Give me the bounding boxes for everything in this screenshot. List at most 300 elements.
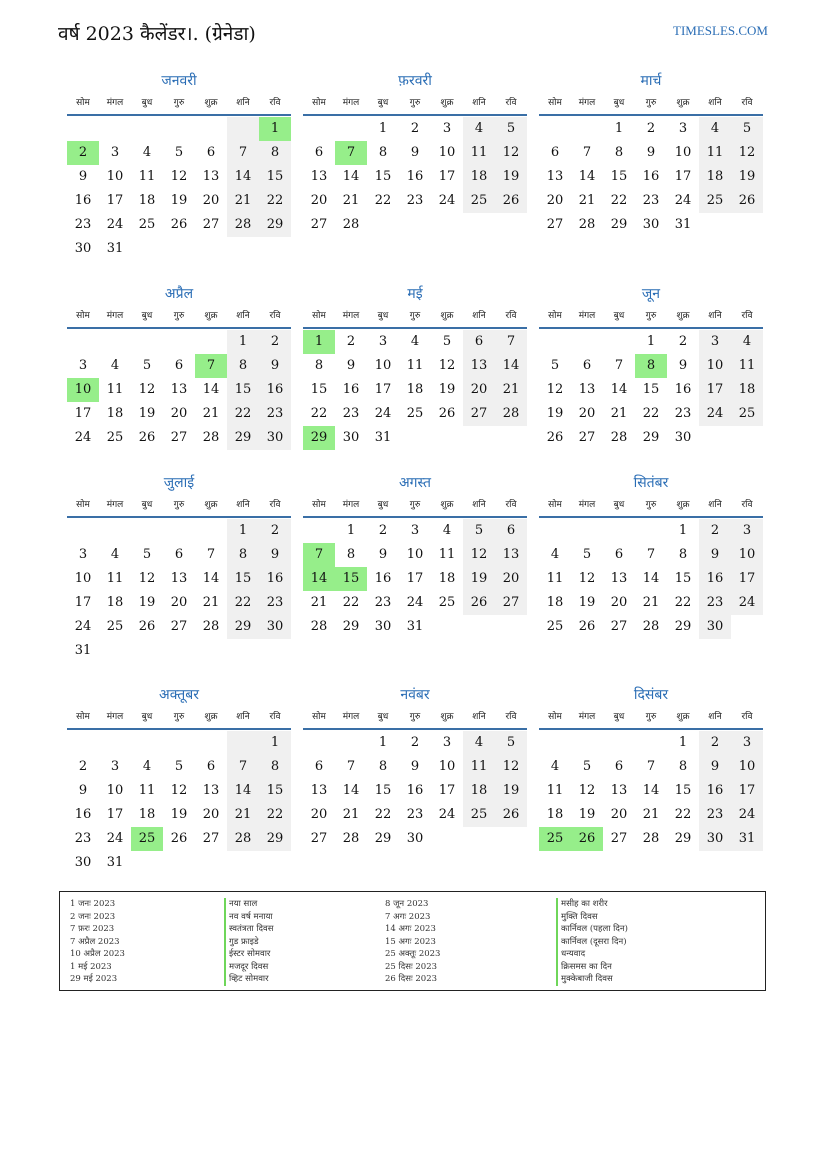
day-cell: 31 [106,855,124,870]
day-cell: 11 [731,354,763,378]
day-cell: 25 [106,619,124,634]
day-cell: 25 [438,595,456,610]
empty-day-cell [163,851,195,875]
day-cell: 6 [495,519,527,543]
weekday-label: सोम [548,712,562,722]
day-cell: 30 [74,241,92,256]
month-block [539,70,763,237]
day-cell: 8 [227,354,259,378]
day-cell: 31 [731,827,763,851]
week-row [303,827,527,851]
day-cell: 29 [227,426,259,450]
empty-day-cell [367,213,399,237]
weekday-label: गुरु [173,500,185,510]
weekday-label: मंगल [106,500,124,510]
empty-day-cell [463,426,495,450]
day-cell: 30 [259,426,291,450]
empty-day-cell [731,615,763,639]
empty-day-cell [303,117,335,141]
weekday-header [539,706,763,730]
holiday-day-cell: 7 [303,543,335,567]
day-cell: 6 [614,547,624,562]
day-cell: 10 [731,543,763,567]
day-cell: 8 [614,145,624,160]
empty-day-cell [195,330,227,354]
day-cell: 20 [610,595,628,610]
day-cell: 30 [259,615,291,639]
day-cell: 27 [170,430,188,445]
week-row [67,615,291,639]
weekday-label: रवि [741,311,753,321]
day-cell: 2 [678,334,688,349]
weekday-label: रवि [269,500,281,510]
day-cell: 8 [378,759,388,774]
weekday-label: बुध [377,311,389,321]
day-cell: 11 [138,169,156,184]
weekday-label: बुध [377,500,389,510]
weekday-label: शुक्र [440,500,454,510]
day-cell: 16 [259,567,291,591]
day-cell: 15 [227,378,259,402]
legend-date: 25 अक्तूः 2023 [385,949,441,959]
weekday-label: शनि [236,98,250,108]
day-cell: 12 [138,382,156,397]
empty-day-cell [699,426,731,450]
week-row [67,237,291,261]
empty-day-cell [131,330,163,354]
weekday-label: गुरु [409,311,421,321]
day-cell: 6 [206,145,216,160]
weekday-label: शनि [236,500,250,510]
day-cell: 25 [138,217,156,232]
weekday-label: शुक्र [440,98,454,108]
holiday-legend [59,891,766,991]
weekday-label: सोम [76,311,90,321]
empty-day-cell [463,213,495,237]
week-row [303,330,527,354]
day-cell: 19 [578,595,596,610]
day-cell: 9 [378,547,388,562]
legend-holiday-name: गुड फ्राइडे [224,936,274,949]
day-cell: 20 [202,193,220,208]
day-cell: 4 [142,759,152,774]
day-cell: 18 [731,378,763,402]
empty-day-cell [495,426,527,450]
month-block [303,283,527,450]
day-cell: 12 [578,571,596,586]
day-cell: 8 [227,543,259,567]
day-cell: 15 [374,169,392,184]
legend-holiday-name: नव वर्ष मनाया [224,911,274,924]
weekday-label: सोम [548,98,562,108]
week-row [303,426,527,450]
month-block [67,472,291,663]
day-cell: 22 [259,189,291,213]
day-cell: 3 [731,519,763,543]
day-cell: 21 [310,595,328,610]
day-cell: 21 [227,803,259,827]
weekday-label: रवि [505,311,517,321]
day-cell: 15 [642,382,660,397]
day-cell: 23 [674,406,692,421]
day-cell: 12 [463,543,495,567]
weekday-label: बुध [613,311,625,321]
legend-names-column-1 [224,898,274,986]
weekday-label: गुरु [409,712,421,722]
day-cell: 16 [674,382,692,397]
legend-date: 2 जनः 2023 [70,911,116,922]
week-row [67,165,291,189]
day-cell: 3 [678,121,688,136]
day-cell: 27 [578,430,596,445]
day-cell: 15 [674,783,692,798]
weekday-label: शनि [708,712,722,722]
weekday-label: सोम [312,500,326,510]
weekday-header [539,494,763,518]
legend-dates-column-1 [70,898,125,986]
day-cell: 13 [495,543,527,567]
empty-day-cell [539,731,571,755]
weekday-label: मंगल [578,712,596,722]
month-name: जून [641,286,661,302]
day-cell: 18 [546,595,564,610]
empty-day-cell [195,237,227,261]
day-cell: 21 [578,193,596,208]
weekday-label: गुरु [173,311,185,321]
week-row [303,731,527,755]
day-cell: 1 [378,735,388,750]
week-row [539,803,763,827]
holiday-day-cell: 1 [303,330,335,354]
day-cell: 19 [495,779,527,803]
day-cell: 28 [202,430,220,445]
day-cell: 20 [170,595,188,610]
day-cell: 25 [699,189,731,213]
month-name: मार्च [640,73,662,89]
day-cell: 29 [642,430,660,445]
day-cell: 11 [463,141,495,165]
day-cell: 27 [170,619,188,634]
day-cell: 5 [442,334,452,349]
month-block [303,472,527,639]
weekday-label: शनि [472,311,486,321]
weekday-label: मंगल [342,311,360,321]
week-row [67,519,291,543]
holiday-day-cell: 10 [67,378,99,402]
legend-holiday-name: मसीह का शरीर [556,898,628,911]
site-link[interactable]: TIMESLES.COM [673,23,768,38]
empty-day-cell [195,851,227,875]
day-cell: 10 [74,571,92,586]
day-cell: 13 [170,571,188,586]
week-row [539,117,763,141]
empty-day-cell [259,639,291,663]
month-block [539,684,763,851]
day-cell: 28 [227,213,259,237]
holiday-day-cell: 15 [335,567,367,591]
weekday-label: सोम [312,712,326,722]
day-cell: 16 [374,571,392,586]
day-cell: 20 [463,378,495,402]
day-cell: 23 [74,217,92,232]
day-cell: 15 [674,571,692,586]
day-cell: 22 [674,807,692,822]
day-cell: 23 [699,803,731,827]
day-cell: 1 [259,731,291,755]
empty-day-cell [163,731,195,755]
month-block [539,472,763,639]
week-row [67,426,291,450]
week-row [303,213,527,237]
day-cell: 22 [227,402,259,426]
weekday-label: सोम [76,500,90,510]
week-row [539,615,763,639]
day-cell: 4 [699,117,731,141]
weekday-label: गुरु [173,712,185,722]
weekday-label: शुक्र [676,500,690,510]
day-cell: 12 [731,141,763,165]
week-row [303,402,527,426]
month-block [303,684,527,851]
day-cell: 22 [374,807,392,822]
day-cell: 8 [346,547,356,562]
day-cell: 27 [610,831,628,846]
day-cell: 18 [106,595,124,610]
week-row [539,519,763,543]
day-cell: 5 [142,547,152,562]
empty-day-cell [431,426,463,450]
empty-day-cell [227,639,259,663]
day-cell: 17 [106,807,124,822]
day-cell: 17 [731,779,763,803]
day-cell: 7 [227,755,259,779]
day-cell: 14 [578,169,596,184]
day-cell: 6 [206,759,216,774]
day-cell: 2 [699,731,731,755]
day-cell: 10 [674,145,692,160]
weekday-label: मंगल [578,500,596,510]
day-cell: 14 [342,783,360,798]
day-cell: 8 [678,759,688,774]
day-cell: 9 [78,783,88,798]
day-cell: 27 [202,217,220,232]
empty-day-cell [99,519,131,543]
day-cell: 10 [106,169,124,184]
day-cell: 1 [227,330,259,354]
day-cell: 14 [227,779,259,803]
empty-day-cell [571,519,603,543]
day-cell: 29 [374,831,392,846]
legend-holiday-name: व्हिट सोमवार [224,973,274,986]
day-cell: 16 [74,807,92,822]
empty-day-cell [399,213,431,237]
empty-day-cell [539,117,571,141]
day-cell: 29 [259,213,291,237]
weekday-label: रवि [269,98,281,108]
day-cell: 13 [610,571,628,586]
day-cell: 11 [546,783,564,798]
day-cell: 19 [138,406,156,421]
empty-day-cell [571,731,603,755]
empty-day-cell [227,117,259,141]
day-cell: 14 [495,354,527,378]
week-row [539,591,763,615]
day-cell: 9 [410,145,420,160]
empty-day-cell [603,330,635,354]
day-cell: 7 [495,330,527,354]
week-row [67,779,291,803]
week-row [303,779,527,803]
week-row [539,779,763,803]
day-cell: 25 [406,406,424,421]
weekday-label: शनि [708,500,722,510]
day-cell: 12 [546,382,564,397]
weekday-label: गुरु [173,98,185,108]
day-cell: 21 [642,595,660,610]
day-cell: 21 [610,406,628,421]
day-cell: 24 [674,193,692,208]
day-cell: 15 [310,382,328,397]
empty-day-cell [195,519,227,543]
week-row [539,378,763,402]
empty-day-cell [227,851,259,875]
week-row [539,165,763,189]
weekday-label: बुध [613,500,625,510]
legend-holiday-name: मुक्ति दिवस [556,911,628,924]
day-cell: 27 [202,831,220,846]
week-row [67,354,291,378]
weekday-label: बुध [141,500,153,510]
month-name: नवंबर [400,687,430,703]
empty-day-cell [303,519,335,543]
day-cell: 14 [227,165,259,189]
day-cell: 3 [378,334,388,349]
week-row [67,827,291,851]
day-cell: 21 [342,193,360,208]
day-cell: 31 [674,217,692,232]
week-row [67,402,291,426]
day-cell: 21 [495,378,527,402]
day-cell: 31 [106,241,124,256]
day-cell: 30 [406,831,424,846]
weekday-header [67,706,291,730]
day-cell: 4 [731,330,763,354]
day-cell: 15 [374,783,392,798]
empty-day-cell [335,731,367,755]
empty-day-cell [495,827,527,851]
month-block [67,70,291,261]
weekday-label: शुक्र [204,311,218,321]
day-cell: 22 [259,803,291,827]
day-cell: 1 [678,735,688,750]
day-cell: 5 [463,519,495,543]
empty-day-cell [131,731,163,755]
day-cell: 10 [438,759,456,774]
day-cell: 16 [259,378,291,402]
month-name: दिसंबर [633,687,669,703]
day-cell: 5 [731,117,763,141]
week-row [539,426,763,450]
day-cell: 11 [406,358,424,373]
day-cell: 20 [495,567,527,591]
week-row [539,543,763,567]
day-cell: 12 [578,783,596,798]
day-cell: 7 [346,759,356,774]
weekday-label: शनि [472,712,486,722]
empty-day-cell [67,519,99,543]
weekday-label: शनि [708,98,722,108]
day-cell: 29 [342,619,360,634]
week-row [539,354,763,378]
day-cell: 22 [374,193,392,208]
day-cell: 23 [642,193,660,208]
day-cell: 30 [699,827,731,851]
week-row [303,519,527,543]
empty-day-cell [539,330,571,354]
day-cell: 21 [342,807,360,822]
day-cell: 13 [578,382,596,397]
day-cell: 26 [546,430,564,445]
day-cell: 26 [438,406,456,421]
weekday-header [539,305,763,329]
empty-day-cell [635,731,667,755]
day-cell: 15 [259,165,291,189]
day-cell: 16 [699,779,731,803]
holiday-day-cell: 2 [67,141,99,165]
day-cell: 4 [142,145,152,160]
day-cell: 8 [678,547,688,562]
day-cell: 4 [463,731,495,755]
day-cell: 11 [106,382,124,397]
empty-day-cell [731,426,763,450]
empty-day-cell [571,330,603,354]
day-cell: 18 [138,807,156,822]
empty-day-cell [195,117,227,141]
weekday-label: रवि [269,311,281,321]
weekday-label: गुरु [645,500,657,510]
week-row [539,567,763,591]
day-cell: 16 [406,783,424,798]
day-cell: 19 [578,807,596,822]
weekday-label: मंगल [342,98,360,108]
day-cell: 10 [106,783,124,798]
weekday-label: मंगल [106,712,124,722]
day-cell: 1 [227,519,259,543]
day-cell: 14 [342,169,360,184]
week-row [303,543,527,567]
empty-day-cell [431,213,463,237]
day-cell: 11 [106,571,124,586]
day-cell: 23 [259,402,291,426]
day-cell: 7 [646,759,656,774]
day-cell: 30 [699,615,731,639]
empty-day-cell [495,213,527,237]
weekday-label: सोम [312,98,326,108]
day-cell: 12 [495,141,527,165]
week-row [67,567,291,591]
day-cell: 20 [578,406,596,421]
empty-day-cell [67,117,99,141]
legend-date: 26 दिसः 2023 [385,974,438,984]
day-cell: 5 [550,358,560,373]
day-cell: 3 [442,121,452,136]
week-row [303,755,527,779]
day-cell: 6 [174,547,184,562]
empty-day-cell [635,519,667,543]
day-cell: 3 [110,759,120,774]
day-cell: 12 [495,755,527,779]
empty-day-cell [99,639,131,663]
